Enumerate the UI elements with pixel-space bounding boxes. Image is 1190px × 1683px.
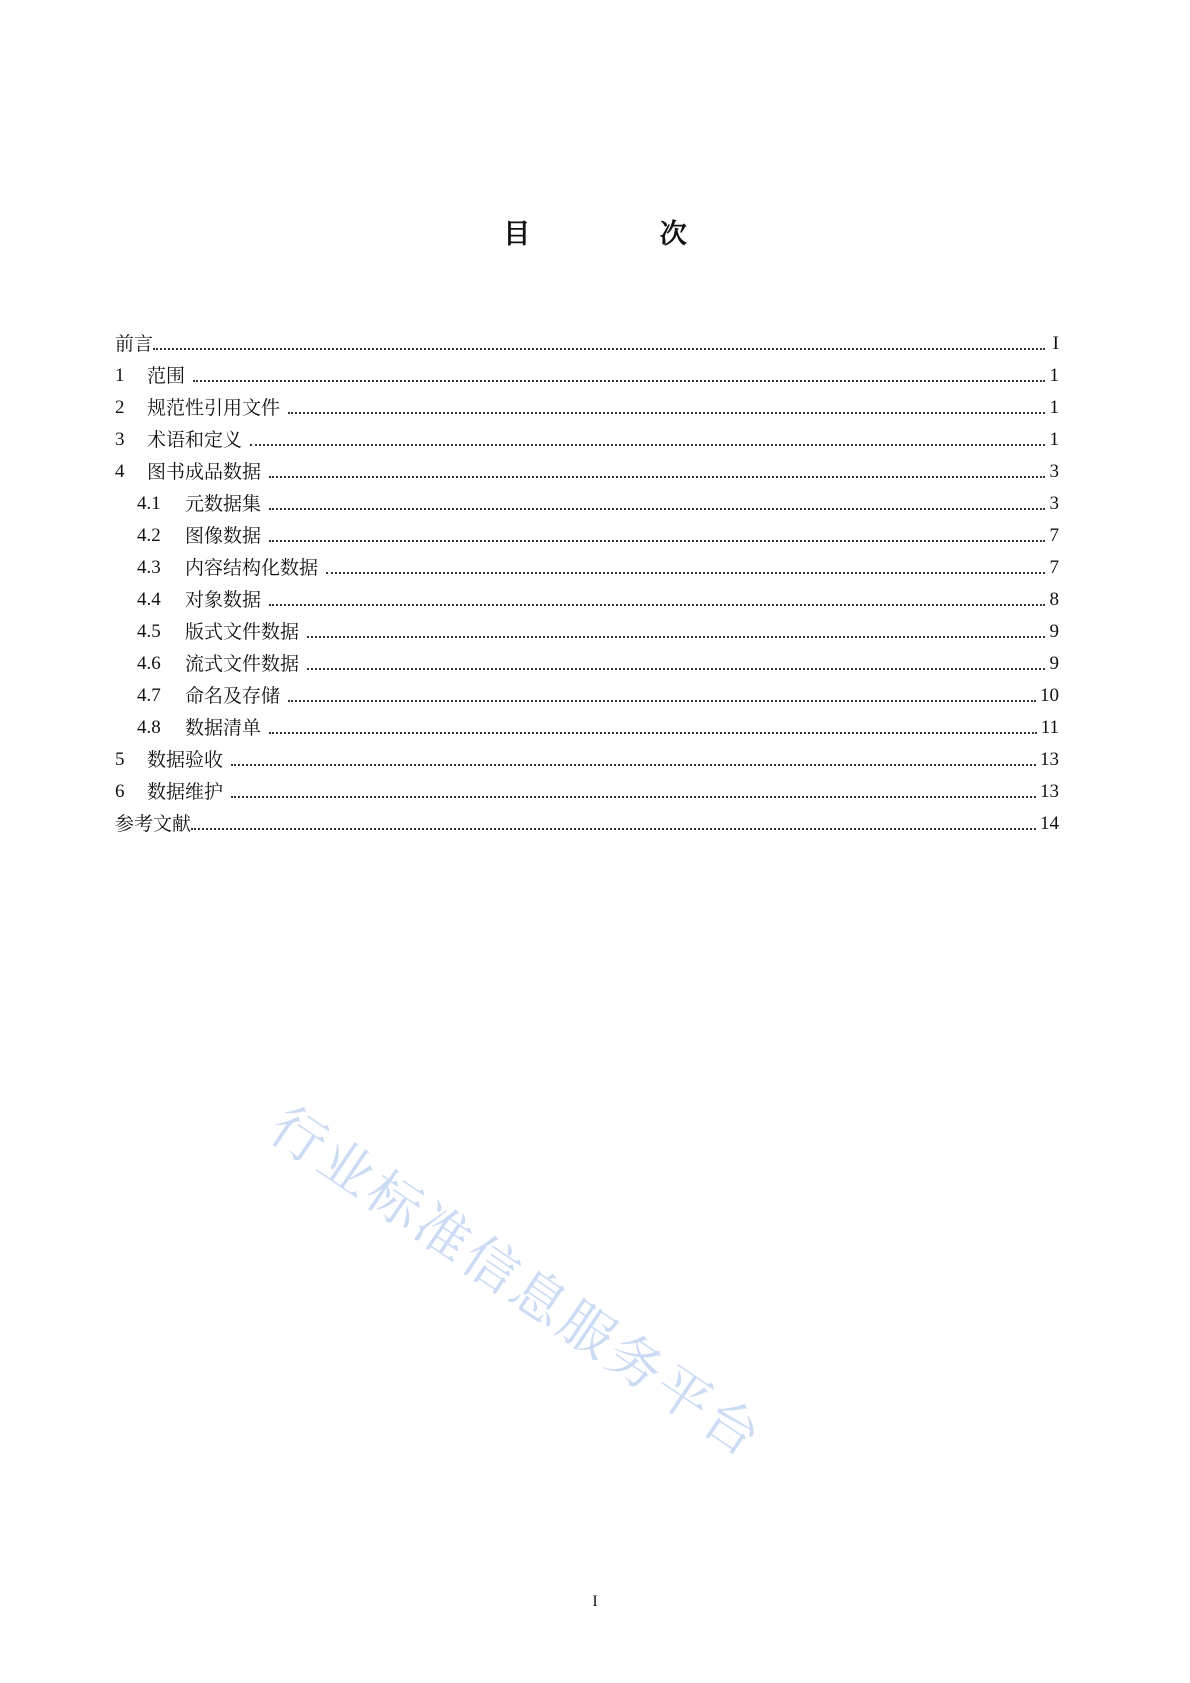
toc-dot-leader [288,412,1045,414]
toc-entry-page: 1 [1049,397,1059,418]
toc-entry-label: 数据验收 [147,749,224,771]
toc-entry-bibliography[interactable] [115,805,1059,837]
toc-entry-scope[interactable] [115,357,1059,389]
toc-dot-leader [269,540,1045,542]
toc-entry-number: 4.5 [137,621,161,642]
toc-entry-page: 8 [1049,589,1059,610]
toc-dot-leader [288,700,1036,702]
toc-dot-leader [326,572,1045,574]
toc-entry-page: 11 [1040,717,1059,738]
toc-entry-label: 数据维护 [147,781,224,803]
toc-entry-label: 参考文献 [115,813,192,835]
toc-dot-leader [269,604,1045,606]
toc-entry-label: 版式文件数据 [185,621,300,643]
toc-entry-layout-file-data[interactable] [115,613,1059,645]
toc-entry-reflowable-file-data[interactable] [115,645,1059,677]
toc-entry-label: 术语和定义 [147,429,243,451]
toc-entry-page: 10 [1040,685,1059,706]
toc-entry-number: 4.1 [137,493,161,514]
toc-dot-leader [269,732,1037,734]
toc-entry-label: 图像数据 [185,525,262,547]
toc-dot-leader [191,828,1036,830]
toc-entry-label: 内容结构化数据 [185,557,319,579]
toc-entry-page: 13 [1040,749,1059,770]
toc-entry-label: 命名及存储 [185,685,281,707]
toc-entry-label: 规范性引用文件 [147,397,281,419]
toc-entry-number: 4 [115,461,125,482]
toc-entry-metadata-set[interactable] [115,485,1059,517]
table-of-contents [115,325,1059,837]
toc-entry-number: 1 [115,365,125,386]
toc-entry-structured-content-data[interactable] [115,549,1059,581]
toc-entry-page: 1 [1049,365,1059,386]
toc-entry-number: 2 [115,397,125,418]
toc-dot-leader [307,668,1045,670]
toc-entry-page: 1 [1049,429,1059,450]
toc-entry-page: 14 [1040,813,1059,834]
toc-entry-page: 13 [1040,781,1059,802]
toc-entry-data-list[interactable] [115,709,1059,741]
toc-dot-leader [231,796,1036,798]
toc-entry-data-acceptance[interactable] [115,741,1059,773]
toc-entry-book-product-data[interactable] [115,453,1059,485]
toc-entry-label: 范围 [147,365,186,387]
toc-entry-number: 4.8 [137,717,161,738]
toc-entry-image-data[interactable] [115,517,1059,549]
toc-entry-page: 9 [1049,653,1059,674]
toc-entry-label: 元数据集 [185,493,262,515]
toc-entry-page: 3 [1049,461,1059,482]
toc-entry-data-maintenance[interactable] [115,773,1059,805]
toc-entry-label: 流式文件数据 [185,653,300,675]
toc-dot-leader [250,444,1045,446]
toc-entry-number: 4.3 [137,557,161,578]
toc-dot-leader [231,764,1036,766]
toc-dot-leader [269,476,1045,478]
page-number: I [592,1593,598,1610]
toc-entry-number: 5 [115,749,125,770]
toc-entry-number: 4.4 [137,589,161,610]
toc-entry-foreword[interactable] [115,325,1059,357]
toc-entry-page: 3 [1049,493,1059,514]
toc-entry-number: 4.2 [137,525,161,546]
toc-dot-leader [269,508,1045,510]
toc-entry-page: 7 [1049,525,1059,546]
toc-entry-naming-storage[interactable] [115,677,1059,709]
toc-entry-number: 6 [115,781,125,802]
toc-entry-terms-definitions[interactable] [115,421,1059,453]
toc-entry-number: 3 [115,429,125,450]
toc-entry-page: 7 [1049,557,1059,578]
toc-entry-label: 前言 [115,333,154,355]
toc-dot-leader [193,380,1045,382]
toc-entry-normative-references[interactable] [115,389,1059,421]
toc-entry-number: 4.7 [137,685,161,706]
toc-entry-label: 对象数据 [185,589,262,611]
toc-entry-page: 9 [1049,621,1059,642]
watermark: 行业标准信息服务平台 [258,1094,775,1471]
toc-entry-object-data[interactable] [115,581,1059,613]
page-title: 目 次 [503,219,747,250]
toc-entry-number: 4.6 [137,653,161,674]
toc-entry-page: I [1052,333,1059,354]
toc-entry-label: 数据清单 [185,717,262,739]
toc-dot-leader [307,636,1045,638]
toc-entry-label: 图书成品数据 [147,461,262,483]
toc-dot-leader [153,348,1045,350]
